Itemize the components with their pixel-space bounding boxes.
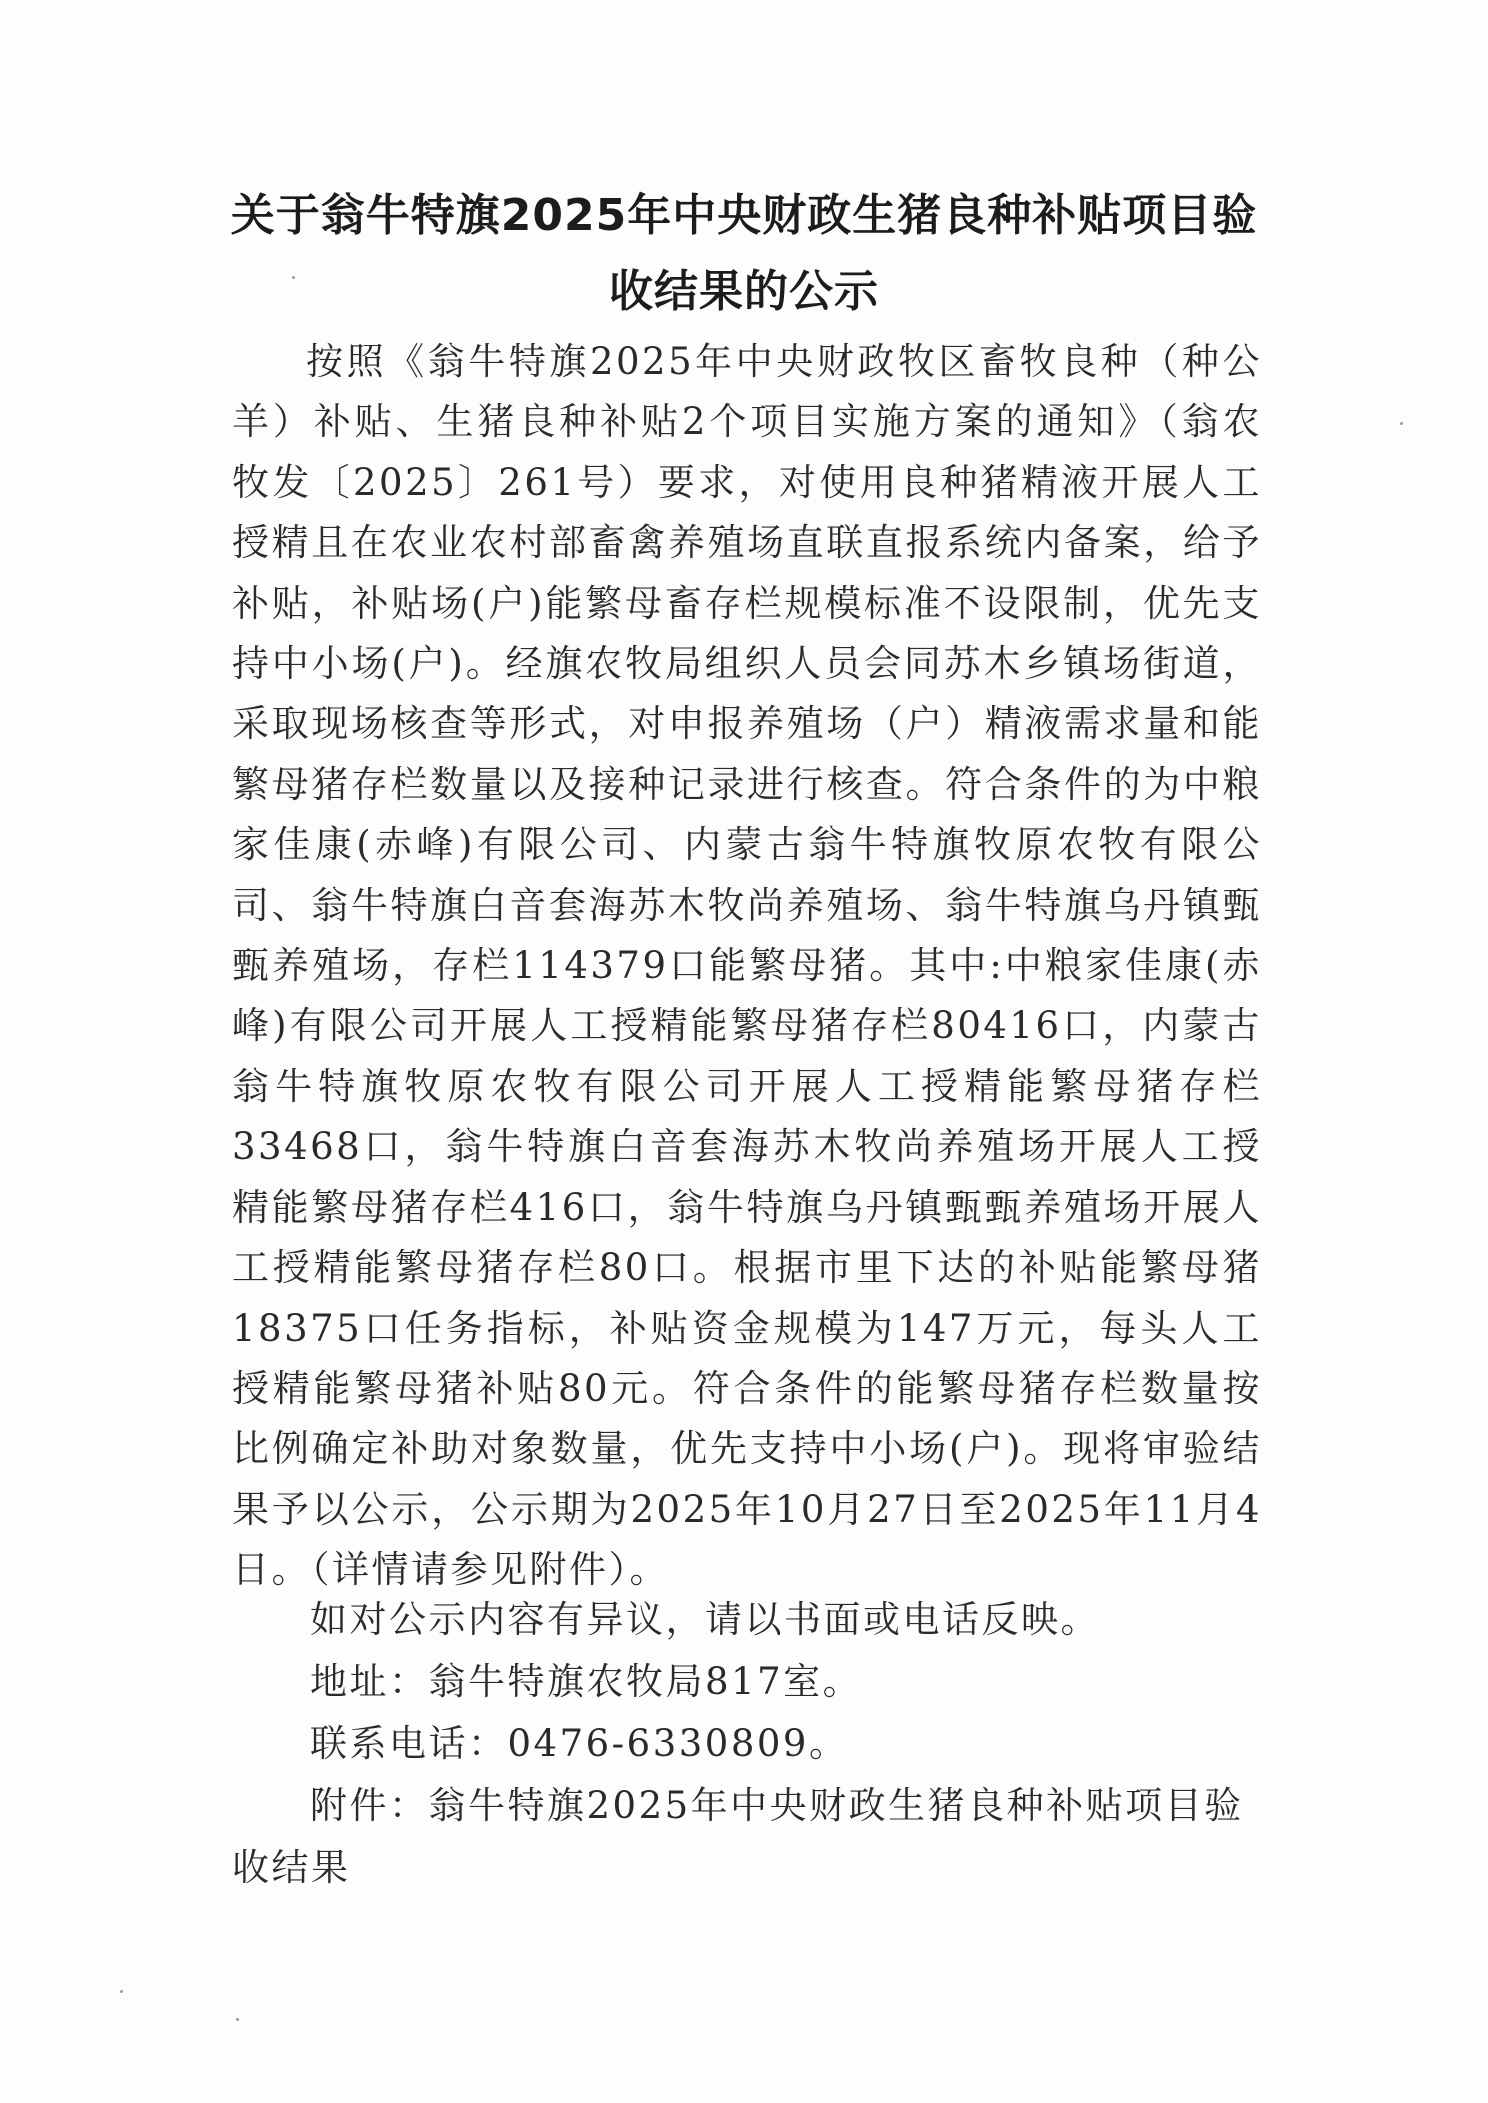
main-paragraph bbox=[232, 332, 1262, 1601]
address-line: 地址：翁牛特旗农牧局817室。 bbox=[310, 1660, 863, 1703]
scan-speck bbox=[236, 2018, 239, 2021]
scan-speck bbox=[292, 276, 295, 279]
objection-line: 如对公示内容有异议，请以书面或电话反映。 bbox=[310, 1598, 1100, 1641]
attachment-line2: 收结果 bbox=[232, 1846, 351, 1889]
scan-speck bbox=[120, 1990, 123, 1993]
document-title-line2: 收结果的公示 bbox=[609, 266, 879, 317]
scan-speck bbox=[1400, 422, 1403, 425]
document-title-line1: 关于翁牛特旗2025年中央财政生猪良种补贴项目验 bbox=[230, 190, 1258, 241]
paragraph-1: 按照《翁牛特旗2025年中央财政牧区畜牧良种（种公羊）补贴、生猪良种补贴2个项目实施方案的通知》（翁农牧发〔2025〕261号）要求，对使用良种猪精液开展人工授精且在农业农村部畜禽养殖场直联直报系统内备案，给予补贴，补贴场(户)能繁母畜存栏规模标准不设限制，优先支持中小场(户)。经旗农牧局组织人员会同苏木乡镇场街道，采取现场核查等形式，对申报养殖场（户）精液需求量和能繁母猪存栏数量以及接种记录进行核查。符合条件的为中粮家佳康(赤峰)有限公司、内蒙古翁牛特旗牧原农牧有限公司、翁牛特旗白音套海苏木牧尚养殖场、翁牛特旗乌丹镇甄甄养殖场，存栏114379口能繁母猪。其中:中粮家佳康(赤峰)有限公司开展人工授精能繁母猪存栏80416口，内蒙古翁牛特旗牧原农牧有限公司开展人工授精能繁母猪存栏33468口，翁牛特旗白音套海苏木牧尚养殖场开展人工授精能繁母猪存栏416口，翁牛特旗乌丹镇甄甄养殖场开展人工授精能繁母猪存栏80口。根据市里下达的补贴能繁母猪18375口任务指标，补贴资金规模为147万元，每头人工授精能繁母猪补贴80元。符合条件的能繁母猪存栏数量按比例确定补助对象数量，优先支持中小场(户)。现将审验结果予以公示，公示期为2025年10月27日至2025年11月4日。（详情请参见附件）。 bbox=[232, 340, 1262, 1592]
attachment-line1: 附件：翁牛特旗2025年中央财政生猪良种补贴项目验 bbox=[310, 1784, 1244, 1827]
phone-line: 联系电话：0476-6330809。 bbox=[310, 1722, 849, 1765]
